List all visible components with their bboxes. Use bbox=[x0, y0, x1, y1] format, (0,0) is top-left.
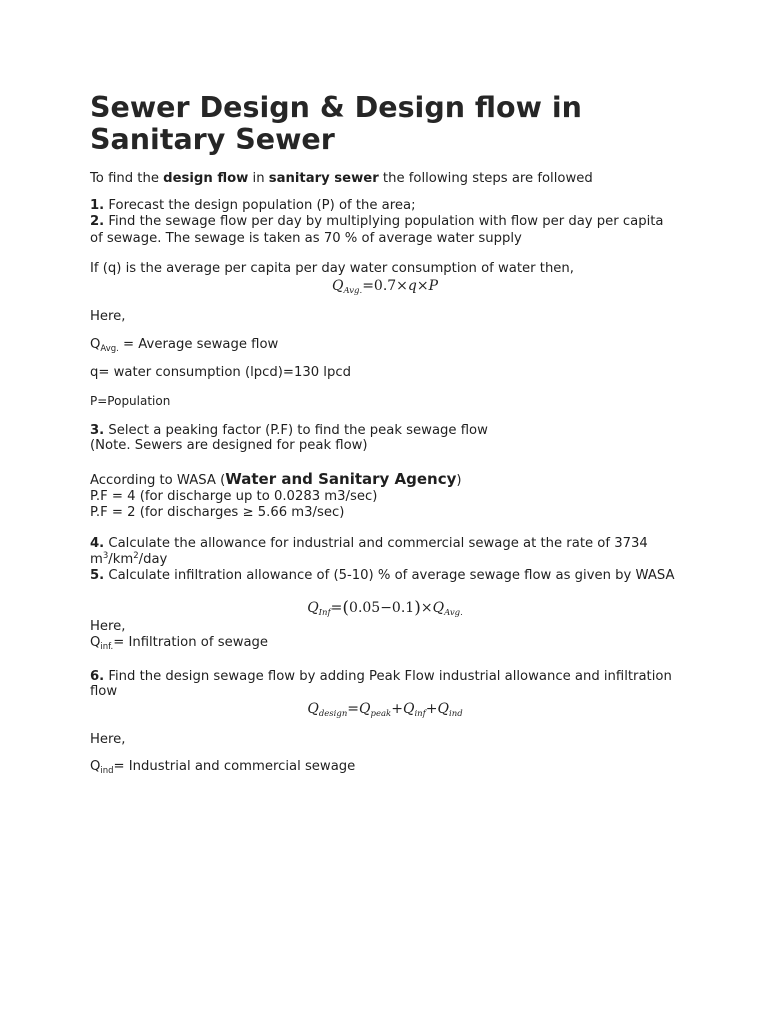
definition-p: P=Population bbox=[90, 394, 171, 408]
definition-qavg: $Q_{Avg.}$ = Average sewage flow bbox=[90, 337, 279, 354]
step-2: 2. Find the sewage flow per day by multiplying population with flow per day per capita bbox=[90, 214, 664, 229]
intro-paragraph: To find the design flow in sanitary sewer the following steps are followed bbox=[90, 171, 593, 186]
step-5: 5. Calculate infiltration allowance of (5-10) % of average sewage flow as given by WASA bbox=[90, 568, 675, 583]
definition-qinf: $Q_{inf.}=$ Infiltration of sewage bbox=[90, 635, 269, 652]
step-1: 1. Forecast the design population (P) of the area; bbox=[90, 198, 416, 213]
here-label-3: Here, bbox=[90, 732, 126, 747]
here-label-2: Here, bbox=[90, 619, 126, 634]
wasa-line: According to WASA (Water and Sanitary Agency) bbox=[90, 470, 462, 488]
step-6-continued: flow bbox=[90, 684, 118, 699]
step-2-continued: of sewage. The sewage is taken as 70 % of average water supply bbox=[90, 231, 522, 246]
step-3: 3. Select a peaking factor (P.F) to find the peak sewage flow bbox=[90, 423, 488, 438]
step-4-units: $m^3/km^2$/day bbox=[90, 551, 168, 567]
definition-qind: $Q_{ind}=$ Industrial and commercial sewage bbox=[90, 759, 356, 776]
consumption-line: If (q) is the average per capita per day water consumption of water then, bbox=[90, 261, 574, 276]
definition-q: q= water consumption (lpcd)=130 lpcd bbox=[90, 365, 351, 380]
equation-design-flow: $Q_{design}=Q_{peak}+Q_{inf}+Q_{ind}$ bbox=[307, 701, 463, 719]
peaking-factor-4: P.F = 4 (for discharge up to 0.0283 m3/sec) bbox=[90, 489, 378, 504]
page-title: Sewer Design & Design flow in Sanitary Sewer bbox=[90, 91, 582, 156]
step-4: 4. Calculate the allowance for industrial and commercial sewage at the rate of 3734 bbox=[90, 536, 648, 551]
equation-infiltration: $Q_{Inf}=(0.05-0.1)\times Q_{Avg.}$ bbox=[307, 598, 463, 618]
here-label-1: Here, bbox=[90, 309, 126, 324]
step-3-note: (Note. Sewers are designed for peak flow) bbox=[90, 438, 368, 453]
step-6: 6. Find the design sewage flow by adding Peak Flow industrial allowance and infiltration bbox=[90, 669, 672, 684]
peaking-factor-2: P.F = 2 (for discharges ≥ 5.66 m3/sec) bbox=[90, 505, 345, 520]
equation-average-flow: $Q_{Avg.}=0.7\times q\times P$ bbox=[331, 278, 439, 296]
